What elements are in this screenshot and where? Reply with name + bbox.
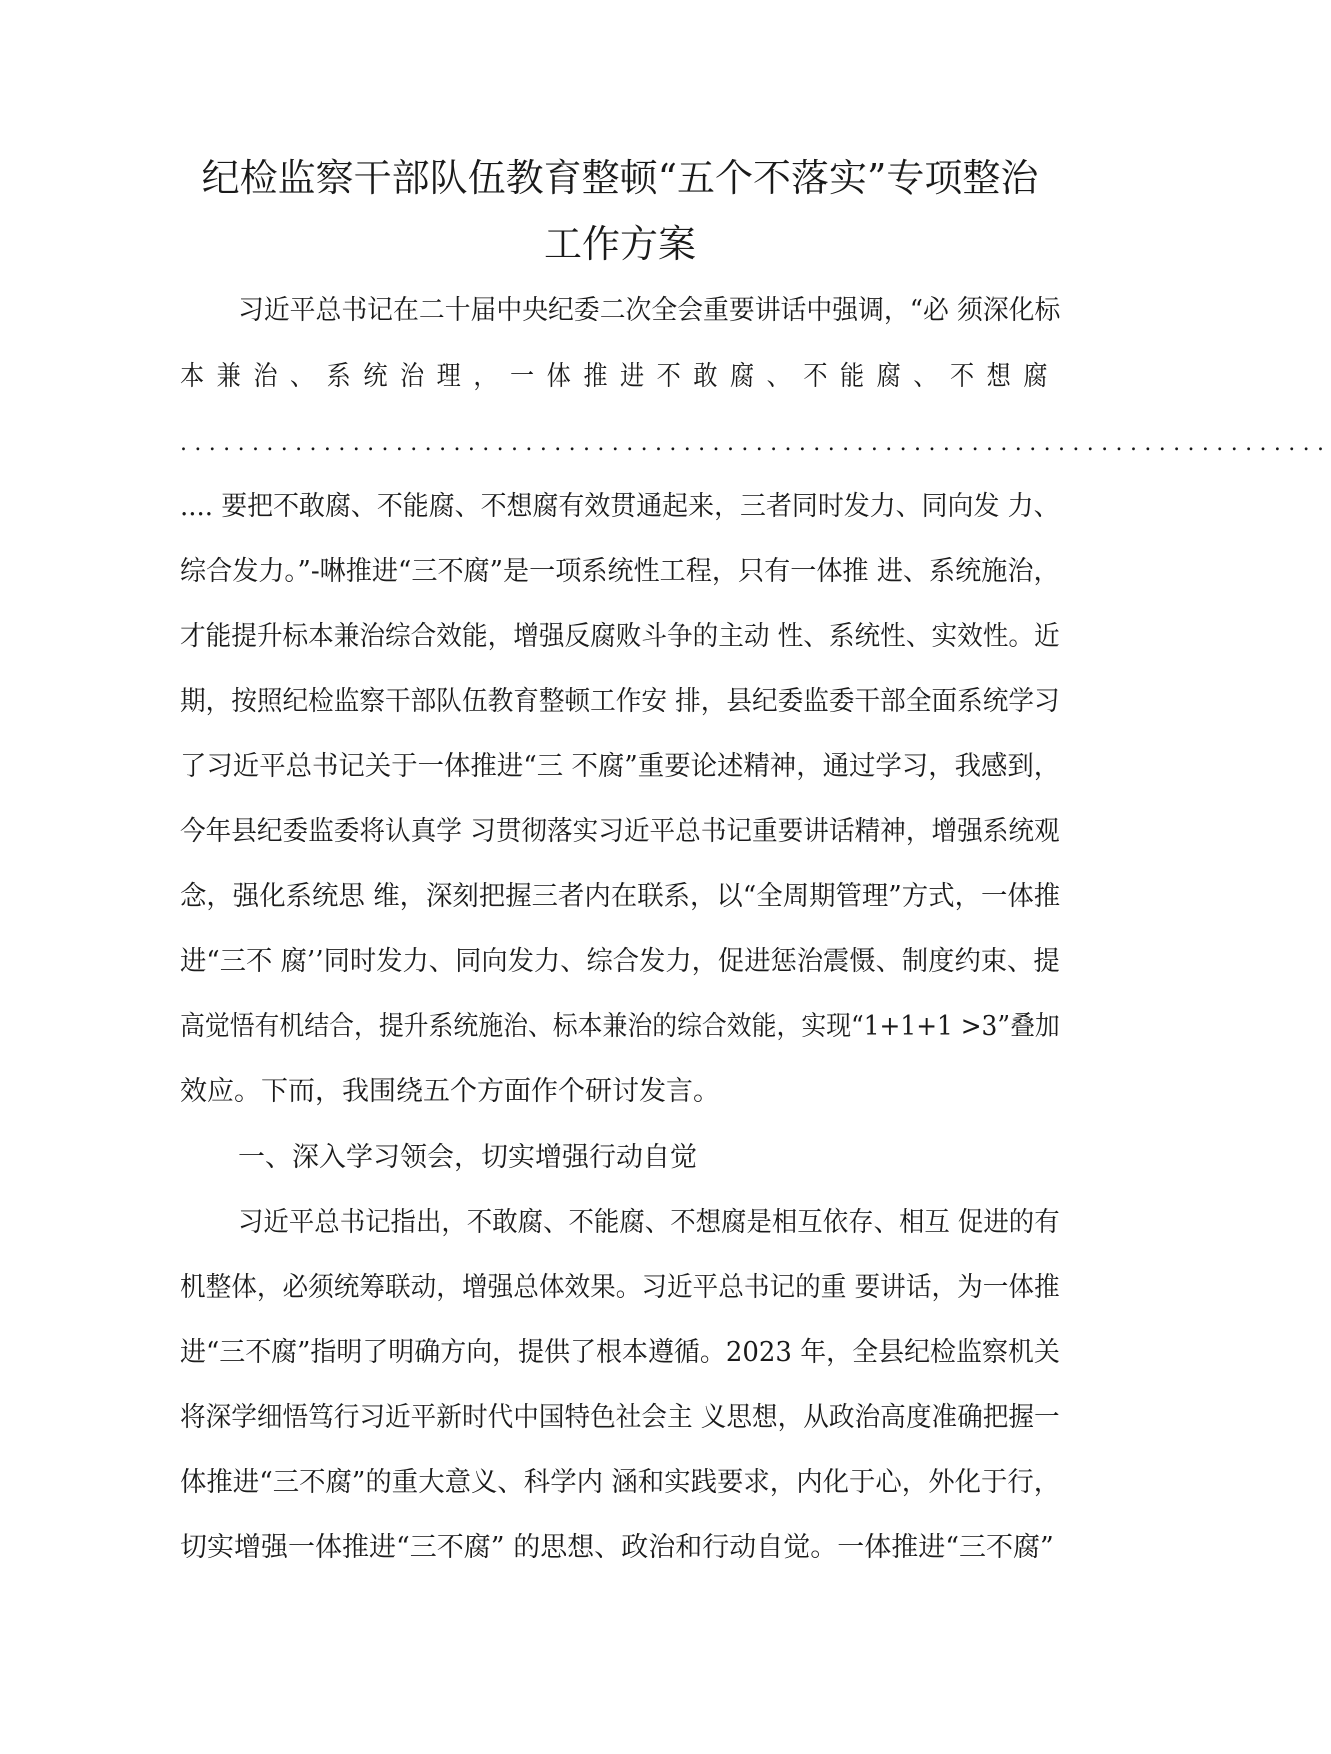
body-line: 进“三不腐”指明了明确方向，提供了根本遵循。2023 年，全县纪检监察机关	[180, 1337, 1060, 1368]
body-line: 综合发力。”-啉推进“三不腐”是一项系统性工程，只有一体推 进、系统施治，	[180, 556, 1060, 587]
body-line: 习近平总书记指出，不敢腐、不能腐、不想腐是相互依存、相互 促进的有	[238, 1207, 1060, 1238]
body-line: 今年县纪委监委将认真学 习贯彻落实习近平总书记重要讲话精神，增强系统观	[180, 816, 1060, 847]
body-line: 念，强化系统思 维，深刻把握三者内在联系，以“全周期管理”方式，一体推	[180, 881, 1061, 912]
body-line: 机整体，必须统筹联动，增强总体效果。习近平总书记的重 要讲话，为一体推	[180, 1272, 1060, 1303]
body-line: 切实增强一体推进“三不腐” 的思想、政治和行动自觉。一体推进“三不腐”	[180, 1532, 1054, 1563]
body-line: 本兼治、系统治理，一体推进不敢腐、不能腐、不想腐	[180, 361, 1060, 392]
document-title-line-2: 工作方案	[543, 222, 696, 266]
document-title-line-1: 纪检监察干部队伍教育整顿“五个不落实”专项整治	[201, 156, 1039, 200]
body-line: 高觉悟有机结合，提升系统施治、标本兼治的综合效能，实现“1+1+1 >3”叠加	[180, 1011, 1060, 1042]
body-line: 了习近平总书记关于一体推进“三 不腐”重要论述精神，通过学习，我感到，	[180, 751, 1061, 782]
section-heading-1: 一、深入学习领会，切实增强行动自觉	[238, 1142, 697, 1173]
body-line: 期，按照纪检监察干部队伍教育整顿工作安 排，县纪委监委干部全面系统学习	[180, 686, 1060, 717]
dotted-leader-line: ................................................................................	[180, 431, 1331, 456]
body-line: 效应。下而，我围绕五个方面作个研讨发言。	[180, 1076, 720, 1107]
body-line: 才能提升标本兼治综合效能，增强反腐败斗争的主动 性、系统性、实效性。近	[180, 621, 1060, 652]
body-line: 体推进“三不腐”的重大意义、科学内 涵和实践要求，内化于心，外化于行，	[180, 1467, 1061, 1498]
body-line: 习近平总书记在二十届中央纪委二次全会重要讲话中强调，“必 须深化标	[238, 295, 1061, 326]
body-line: 进“三不 腐’’同时发力、同向发力、综合发力，促进惩治震慑、制度约束、提	[180, 946, 1060, 977]
body-line: 将深学细悟笃行习近平新时代中国特色社会主 义思想，从政治高度准确把握一	[180, 1402, 1060, 1433]
body-line: .... 要把不敢腐、不能腐、不想腐有效贯通起来，三者同时发力、同向发 力、	[180, 491, 1060, 522]
